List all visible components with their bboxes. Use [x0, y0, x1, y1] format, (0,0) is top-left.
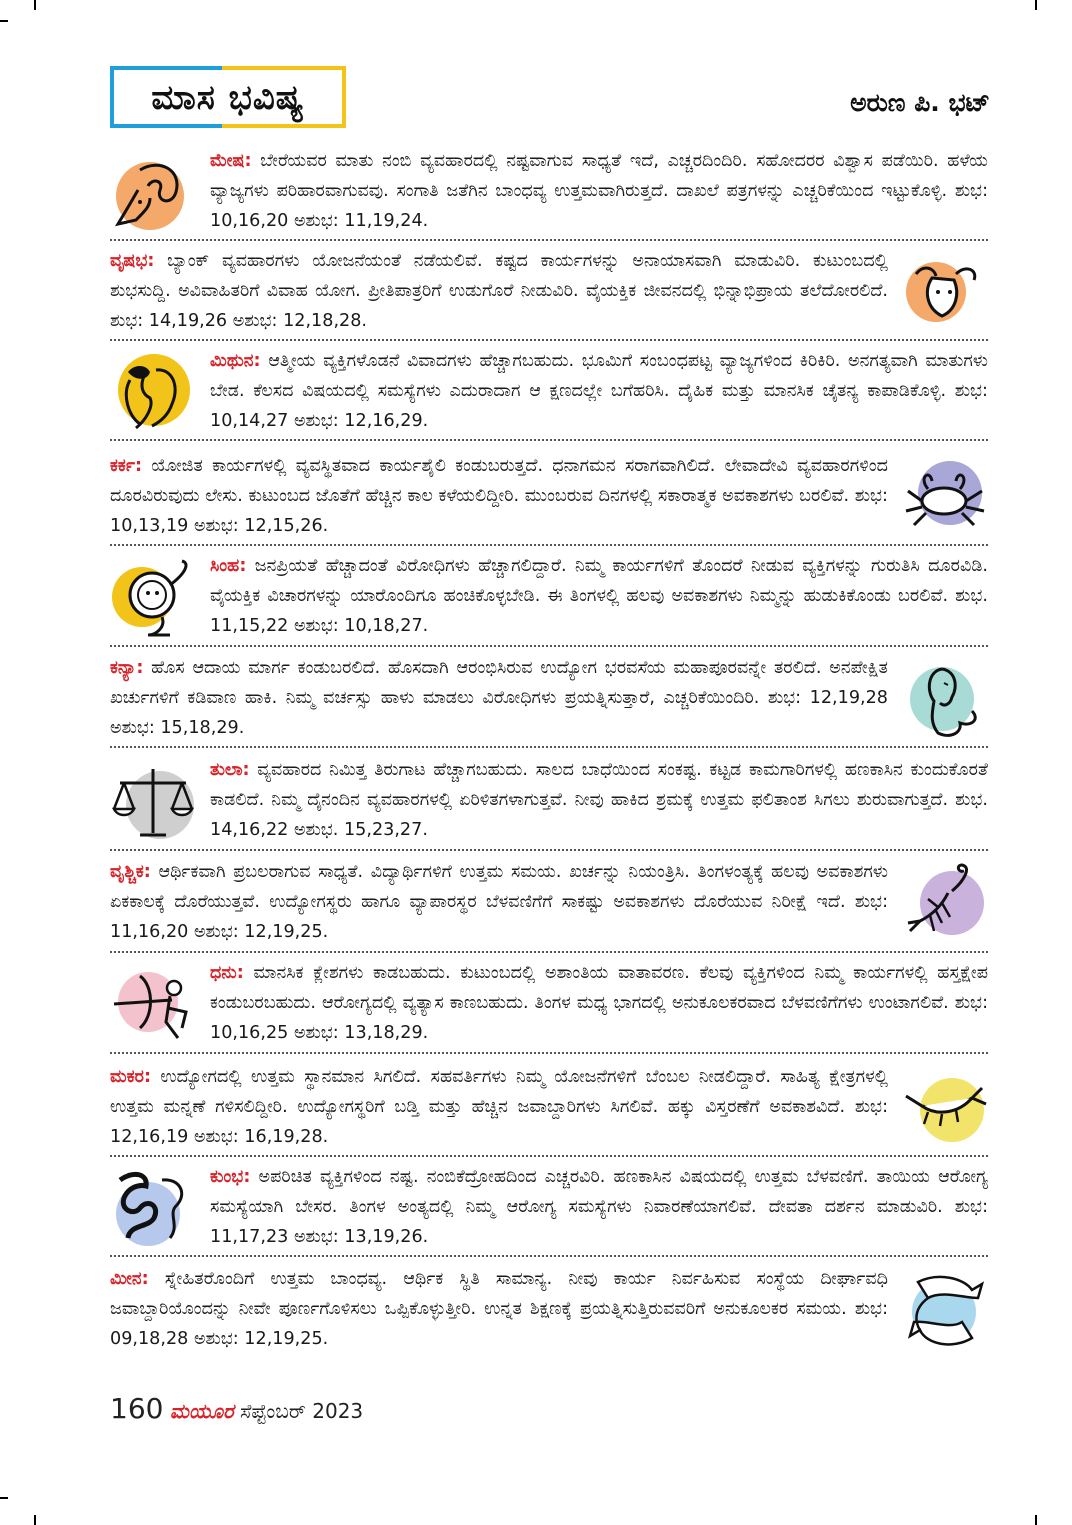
horoscope-text — [110, 857, 888, 947]
crocodile-icon — [902, 1066, 988, 1152]
sign-name: ಮೇಷ: — [210, 151, 252, 171]
dotted-divider — [110, 339, 988, 341]
water-bearer-icon — [110, 1166, 196, 1252]
prediction-text: ಆತ್ಮೀಯ ವ್ಯಕ್ತಿಗಳೊಡನೆ ವಿವಾದಗಳು ಹೆಚ್ಚಾಗಬಹುದು. ಭೂಮಿಗೆ ಸಂಬಂಧಪಟ್ಟ ವ್ಯಾಜ್ಯಗಳಿಂದ ಕಿರಿಕಿರಿ. ಅನಗತ್ಯವಾಗಿ ಮಾತುಗಳು ಬೇಡ. ಕೆಲಸದ ವಿಷಯದಲ್ಲಿ ಸಮಸ್ಯೆಗಳು ಎದುರಾದಾಗ ಆ ಕ್ಷಣದಲ್ಲೇ ಬಗೆಹರಿಸಿ. ದೈಹಿಕ ಮತ್ತು ಮಾನಸಿಕ ಚೈತನ್ಯ ಕಾಪಾಡಿಕೊಳ್ಳಿ. ಶುಭ: 10,14,27 ಅಶುಭ: 12,16,29. — [210, 351, 988, 431]
horoscope-text — [210, 146, 988, 236]
horoscope-entry-mithuna — [110, 346, 988, 438]
prediction-text: ಯೋಜಿತ ಕಾರ್ಯಗಳಲ್ಲಿ ವ್ಯವಸ್ಥಿತವಾದ ಕಾರ್ಯಶೈಲಿ ಕಂಡುಬರುತ್ತದೆ. ಧನಾಗಮನ ಸರಾಗವಾಗಿಲಿದೆ. ಲೇವಾದೇವಿ ವ್ಯವಹಾರಗಳಿಂದ ದೂರವಿರುವುದು ಲೇಸು. ಕುಟುಂಬದ ಜೊತೆಗೆ ಹೆಚ್ಚಿನ ಕಾಲ ಕಳೆಯಲಿದ್ದೀರಿ. ಮುಂಬರುವ ದಿನಗಳಲ್ಲಿ ಸಕಾರಾತ್ಮಕ ಅವಕಾಶಗಳು ಬರಲಿವೆ. ಶುಭ: 10,13,19 ಅಶುಭ: 12,15,26. — [110, 456, 888, 536]
horoscope-text — [110, 1062, 888, 1152]
horoscope-text — [210, 958, 988, 1048]
horoscope-entry-karka — [110, 451, 988, 543]
prediction-text: ಹೊಸ ಆದಾಯ ಮಾರ್ಗ ಕಂಡುಬರಲಿದೆ. ಹೊಸದಾಗಿ ಆರಂಭಿಸಿರುವ ಉದ್ಯೋಗ ಭರವಸೆಯ ಮಹಾಪೂರವನ್ನೇ ತರಲಿದೆ. ಅನಪೇಕ್ಷಿತ ಖರ್ಚುಗಳಿಗೆ ಕಡಿವಾಣ ಹಾಕಿ. ನಿಮ್ಮ ವರ್ಚಸ್ಸು ಹಾಳು ಮಾಡಲು ವಿರೋಧಿಗಳು ಪ್ರಯತ್ನಿಸುತ್ತಾರೆ, ಎಚ್ಚರಿಕೆಯಿಂದಿರಿ. ಶುಭ: 12,19,28 ಅಶುಭ: 15,18,29. — [110, 658, 888, 738]
crop-mark — [34, 1515, 36, 1525]
prediction-text: ಉದ್ಯೋಗದಲ್ಲಿ ಉತ್ತಮ ಸ್ಥಾನಮಾನ ಸಿಗಲಿದೆ. ಸಹವರ್ತಿಗಳು ನಿಮ್ಮ ಯೋಜನೆಗಳಿಗೆ ಬೆಂಬಲ ನೀಡಲಿದ್ದಾರೆ. ಸಾಹಿತ್ಯ ಕ್ಷೇತ್ರಗಳಲ್ಲಿ ಉತ್ತಮ ಮನ್ನಣೆ ಗಳಿಸಲಿದ್ದೀರಿ. ಉದ್ಯೋಗಸ್ಥರಿಗೆ ಬಡ್ತಿ ಮತ್ತು ಹೆಚ್ಚಿನ ಜವಾಬ್ದಾರಿಗಳು ಸಿಗಲಿವೆ. ಹಕ್ಕು ವಿಸ್ತರಣೆಗೆ ಅವಕಾಶವಿದೆ. ಶುಭ: 12,16,19 ಅಶುಭ: 16,19,28. — [110, 1067, 888, 1147]
dotted-divider — [110, 544, 988, 546]
horoscope-entry-makara — [110, 1062, 988, 1154]
horoscope-text — [210, 1162, 988, 1252]
sign-name: ಮಿಥುನ: — [210, 351, 261, 371]
sign-name: ಧನು: — [210, 963, 244, 983]
dotted-divider — [110, 439, 988, 441]
crop-mark — [0, 20, 8, 22]
prediction-text: ಜನಪ್ರಿಯತೆ ಹೆಚ್ಚಾದಂತೆ ವಿರೋಧಿಗಳು ಹೆಚ್ಚಾಗಲಿದ್ದಾರೆ. ನಿಮ್ಮ ಕಾರ್ಯಗಳಿಗೆ ತೊಂದರೆ ನೀಡುವ ವ್ಯಕ್ತಿಗಳನ್ನು ಗುರುತಿಸಿ ದೂರವಿಡಿ. ವೈಯಕ್ತಿಕ ವಿಚಾರಗಳನ್ನು ಯಾರೊಂದಿಗೂ ಹಂಚಿಕೊಳ್ಳಬೇಡಿ. ಈ ತಿಂಗಳಲ್ಲಿ ಹಲವು ಅವಕಾಶಗಳು ನಿಮ್ಮನ್ನು ಹುಡುಕಿಕೊಂಡು ಬರಲಿವೆ. ಶುಭ. 11,15,22 ಅಶುಭ: 10,18,27. — [210, 556, 988, 636]
prediction-text: ಮಾನಸಿಕ ಕ್ಲೇಶಗಳು ಕಾಡಬಹುದು. ಕುಟುಂಬದಲ್ಲಿ ಅಶಾಂತಿಯ ವಾತಾವರಣ. ಕೆಲವು ವ್ಯಕ್ತಿಗಳಿಂದ ನಿಮ್ಮ ಕಾರ್ಯಗಳಲ್ಲಿ ಹಸ್ತಕ್ಷೇಪ ಕಂಡುಬರಬಹುದು. ಆರೋಗ್ಯದಲ್ಲಿ ವ್ಯತ್ಯಾಸ ಕಾಣಬಹುದು. ತಿಂಗಳ ಮಧ್ಯ ಭಾಗದಲ್ಲಿ ಅನುಕೂಲಕರವಾದ ಬೆಳವಣಿಗೆಗಳು ಉಂಟಾಗಲಿವೆ. ಶುಭ: 10,16,25 ಅಶುಭ: 13,18,29. — [210, 963, 988, 1043]
horoscope-entry-tula — [110, 755, 988, 847]
horoscope-entry-kanya — [110, 653, 988, 745]
sign-name: ತುಲಾ: — [210, 760, 250, 780]
dotted-divider — [110, 1255, 988, 1257]
sign-name: ಕನ್ಯಾ: — [110, 658, 144, 678]
sign-name: ಸಿಂಹ: — [210, 556, 247, 576]
horoscope-entry-vrushabha — [110, 246, 988, 338]
sign-name: ಮೀನ: — [110, 1269, 149, 1289]
author-name: ಅರುಣ ಪಿ. ಭಟ್ — [850, 88, 990, 117]
prediction-text: ಅಪರಿಚಿತ ವ್ಯಕ್ತಿಗಳಿಂದ ನಷ್ಟ. ನಂಬಿಕೆದ್ರೋಹದಿಂದ ಎಚ್ಚರವಿರಿ. ಹಣಕಾಸಿನ ವಿಷಯದಲ್ಲಿ ಉತ್ತಮ ಬೆಳವಣಿಗೆ. ತಾಯಿಯ ಆರೋಗ್ಯ ಸಮಸ್ಯೆಯಾಗಿ ಬೇಸರ. ತಿಂಗಳ ಅಂತ್ಯದಲ್ಲಿ ನಿಮ್ಮ ಆರೋಗ್ಯ ಸಮಸ್ಯೆಗಳು ನಿವಾರಣೆಯಾಗಲಿವೆ. ದೇವತಾ ದರ್ಶನ ಮಾಡುವಿರಿ. ಶುಭ: 11,17,23 ಅಶುಭ: 13,19,26. — [210, 1167, 988, 1247]
prediction-text: ಬ್ಯಾಂಕ್ ವ್ಯವಹಾರಗಳು ಯೋಜನೆಯಂತೆ ನಡೆಯಲಿವೆ. ಕಷ್ಟದ ಕಾರ್ಯಗಳನ್ನು ಅನಾಯಾಸವಾಗಿ ಮಾಡುವಿರಿ. ಕುಟುಂಬದಲ್ಲಿ ಶುಭಸುದ್ದಿ. ಅವಿವಾಹಿತರಿಗೆ ವಿವಾಹ ಯೋಗ. ಪ್ರೀತಿಪಾತ್ರರಿಗೆ ಉಡುಗೊರೆ ನೀಡುವಿರಿ. ವೈಯಕ್ತಿಕ ಜೀವನದಲ್ಲಿ ಭಿನ್ನಾಭಿಪ್ರಾಯ ತಲೆದೋರಲಿದೆ. ಶುಭ: 14,19,26 ಅಶುಭ: 12,18,28. — [110, 251, 888, 331]
sign-name: ಕರ್ಕ: — [110, 456, 142, 476]
page-title: ಮಾಸ ಭವಿಷ್ಯ — [151, 78, 305, 118]
dotted-divider — [110, 951, 988, 953]
twins-icon — [110, 350, 196, 436]
maiden-icon — [902, 657, 988, 743]
scorpion-icon — [902, 861, 988, 947]
horoscope-entry-vrushchika — [110, 857, 988, 949]
horoscope-entry-kumbha — [110, 1162, 988, 1254]
horoscope-text — [110, 451, 888, 541]
lion-icon — [110, 555, 196, 641]
ram-icon — [110, 150, 196, 236]
crop-mark — [0, 1497, 8, 1499]
archer-icon — [110, 962, 196, 1048]
crop-mark — [34, 0, 36, 10]
sign-name: ಕುಂಭ: — [210, 1167, 251, 1187]
horoscope-text — [210, 551, 988, 641]
horoscope-entry-simha — [110, 551, 988, 643]
page-footer — [110, 1392, 363, 1425]
page-number: 160 — [110, 1392, 164, 1425]
crop-mark — [1035, 1515, 1037, 1525]
sign-name: ವೃಷಭ: — [110, 251, 155, 271]
bull-icon — [902, 250, 988, 336]
crop-mark — [1035, 0, 1037, 10]
fish-icon — [902, 1268, 988, 1354]
scales-icon — [110, 759, 196, 845]
dotted-divider — [110, 849, 988, 851]
dotted-divider — [110, 239, 988, 241]
prediction-text: ಬೇರೆಯವರ ಮಾತು ನಂಬಿ ವ್ಯವಹಾರದಲ್ಲಿ ನಷ್ಟವಾಗುವ ಸಾಧ್ಯತೆ ಇದೆ, ಎಚ್ಚರದಿಂದಿರಿ. ಸಹೋದರರ ವಿಶ್ವಾಸ ಪಡೆಯಿರಿ. ಹಳೆಯ ವ್ಯಾಜ್ಯಗಳು ಪರಿಹಾರವಾಗುವವು. ಸಂಗಾತಿ ಜತೆಗಿನ ಬಾಂಧವ್ಯ ಉತ್ತಮವಾಗಿರುತ್ತದೆ. ದಾಖಲೆ ಪತ್ರಗಳನ್ನು ಎಚ್ಚರಿಕೆಯಿಂದ ಇಟ್ಟುಕೊಳ್ಳಿ. ಶುಭ: 10,16,20 ಅಶುಭ: 11,19,24. — [210, 151, 988, 231]
sign-name: ವೃಶ್ಚಿಕ: — [110, 862, 151, 882]
horoscope-text — [110, 246, 888, 336]
issue-date: ಸೆಪ್ಟೆಂಬರ್ 2023 — [233, 1399, 364, 1423]
dotted-divider — [110, 1155, 988, 1157]
horoscope-text — [210, 346, 988, 436]
magazine-name: ಮಯೂರ — [169, 1399, 234, 1423]
horoscope-text — [110, 1264, 888, 1354]
sign-name: ಮಕರ: — [110, 1067, 151, 1087]
horoscope-entry-dhanu — [110, 958, 988, 1050]
prediction-text: ಸ್ನೇಹಿತರೊಂದಿಗೆ ಉತ್ತಮ ಬಾಂಧವ್ಯ. ಆರ್ಥಿಕ ಸ್ಥಿತಿ ಸಾಮಾನ್ಯ. ನೀವು ಕಾರ್ಯ ನಿರ್ವಹಿಸುವ ಸಂಸ್ಥೆಯ ದೀರ್ಘಾವಧಿ ಜವಾಬ್ದಾರಿಯೊಂದನ್ನು ನೀವೇ ಪೂರ್ಣಗೊಳಿಸಲು ಒಪ್ಪಿಕೊಳ್ಳುತ್ತೀರಿ. ಉನ್ನತ ಶಿಕ್ಷಣಕ್ಕೆ ಪ್ರಯತ್ನಿಸುತ್ತಿರುವವರಿಗೆ ಅನುಕೂಲಕರ ಸಮಯ. ಶುಭ: 09,18,28 ಅಶುಭ: 12,19,25. — [110, 1269, 888, 1349]
title-box — [110, 66, 346, 128]
horoscope-text — [110, 653, 888, 743]
crab-icon — [902, 455, 988, 541]
dotted-divider — [110, 645, 988, 647]
dotted-divider — [110, 1052, 988, 1054]
horoscope-entry-meena — [110, 1264, 988, 1356]
prediction-text: ಆರ್ಥಿಕವಾಗಿ ಪ್ರಬಲರಾಗುವ ಸಾಧ್ಯತೆ. ವಿದ್ಯಾರ್ಥಿಗಳಿಗೆ ಉತ್ತಮ ಸಮಯ. ಖರ್ಚನ್ನು ನಿಯಂತ್ರಿಸಿ. ತಿಂಗಳಂತ್ಯಕ್ಕೆ ಹಲವು ಅವಕಾಶಗಳು ಏಕಕಾಲಕ್ಕೆ ದೊರೆಯುತ್ತವೆ. ಉದ್ಯೋಗಸ್ಥರು ಹಾಗೂ ವ್ಯಾಪಾರಸ್ಥರ ಬೆಳವಣಿಗೆಗೆ ಸಾಕಷ್ಟು ಅವಕಾಶಗಳು ದೊರೆಯುವ ನಿರೀಕ್ಷೆ ಇದೆ. ಶುಭ: 11,16,20 ಅಶುಭ: 12,19,25. — [110, 862, 888, 942]
horoscope-entry-mesha — [110, 146, 988, 238]
dotted-divider — [110, 746, 988, 748]
prediction-text: ವ್ಯವಹಾರದ ನಿಮಿತ್ತ ತಿರುಗಾಟ ಹೆಚ್ಚಾಗಬಹುದು. ಸಾಲದ ಬಾಧೆಯಿಂದ ಸಂಕಷ್ಟ. ಕಟ್ಟಡ ಕಾಮಗಾರಿಗಳಲ್ಲಿ ಹಣಕಾಸಿನ ಕುಂದುಕೊರತೆ ಕಾಡಲಿದೆ. ನಿಮ್ಮ ದೈನಂದಿನ ವ್ಯವಹಾರಗಳಲ್ಲಿ ಏರಿಳಿತಗಳಾಗುತ್ತವೆ. ನೀವು ಹಾಕಿದ ಶ್ರಮಕ್ಕೆ ಉತ್ತಮ ಫಲಿತಾಂಶ ಸಿಗಲು ಶುರುವಾಗುತ್ತದೆ. ಶುಭ. 14,16,22 ಅಶುಭ. 15,23,27. — [210, 760, 988, 840]
horoscope-text — [210, 755, 988, 845]
